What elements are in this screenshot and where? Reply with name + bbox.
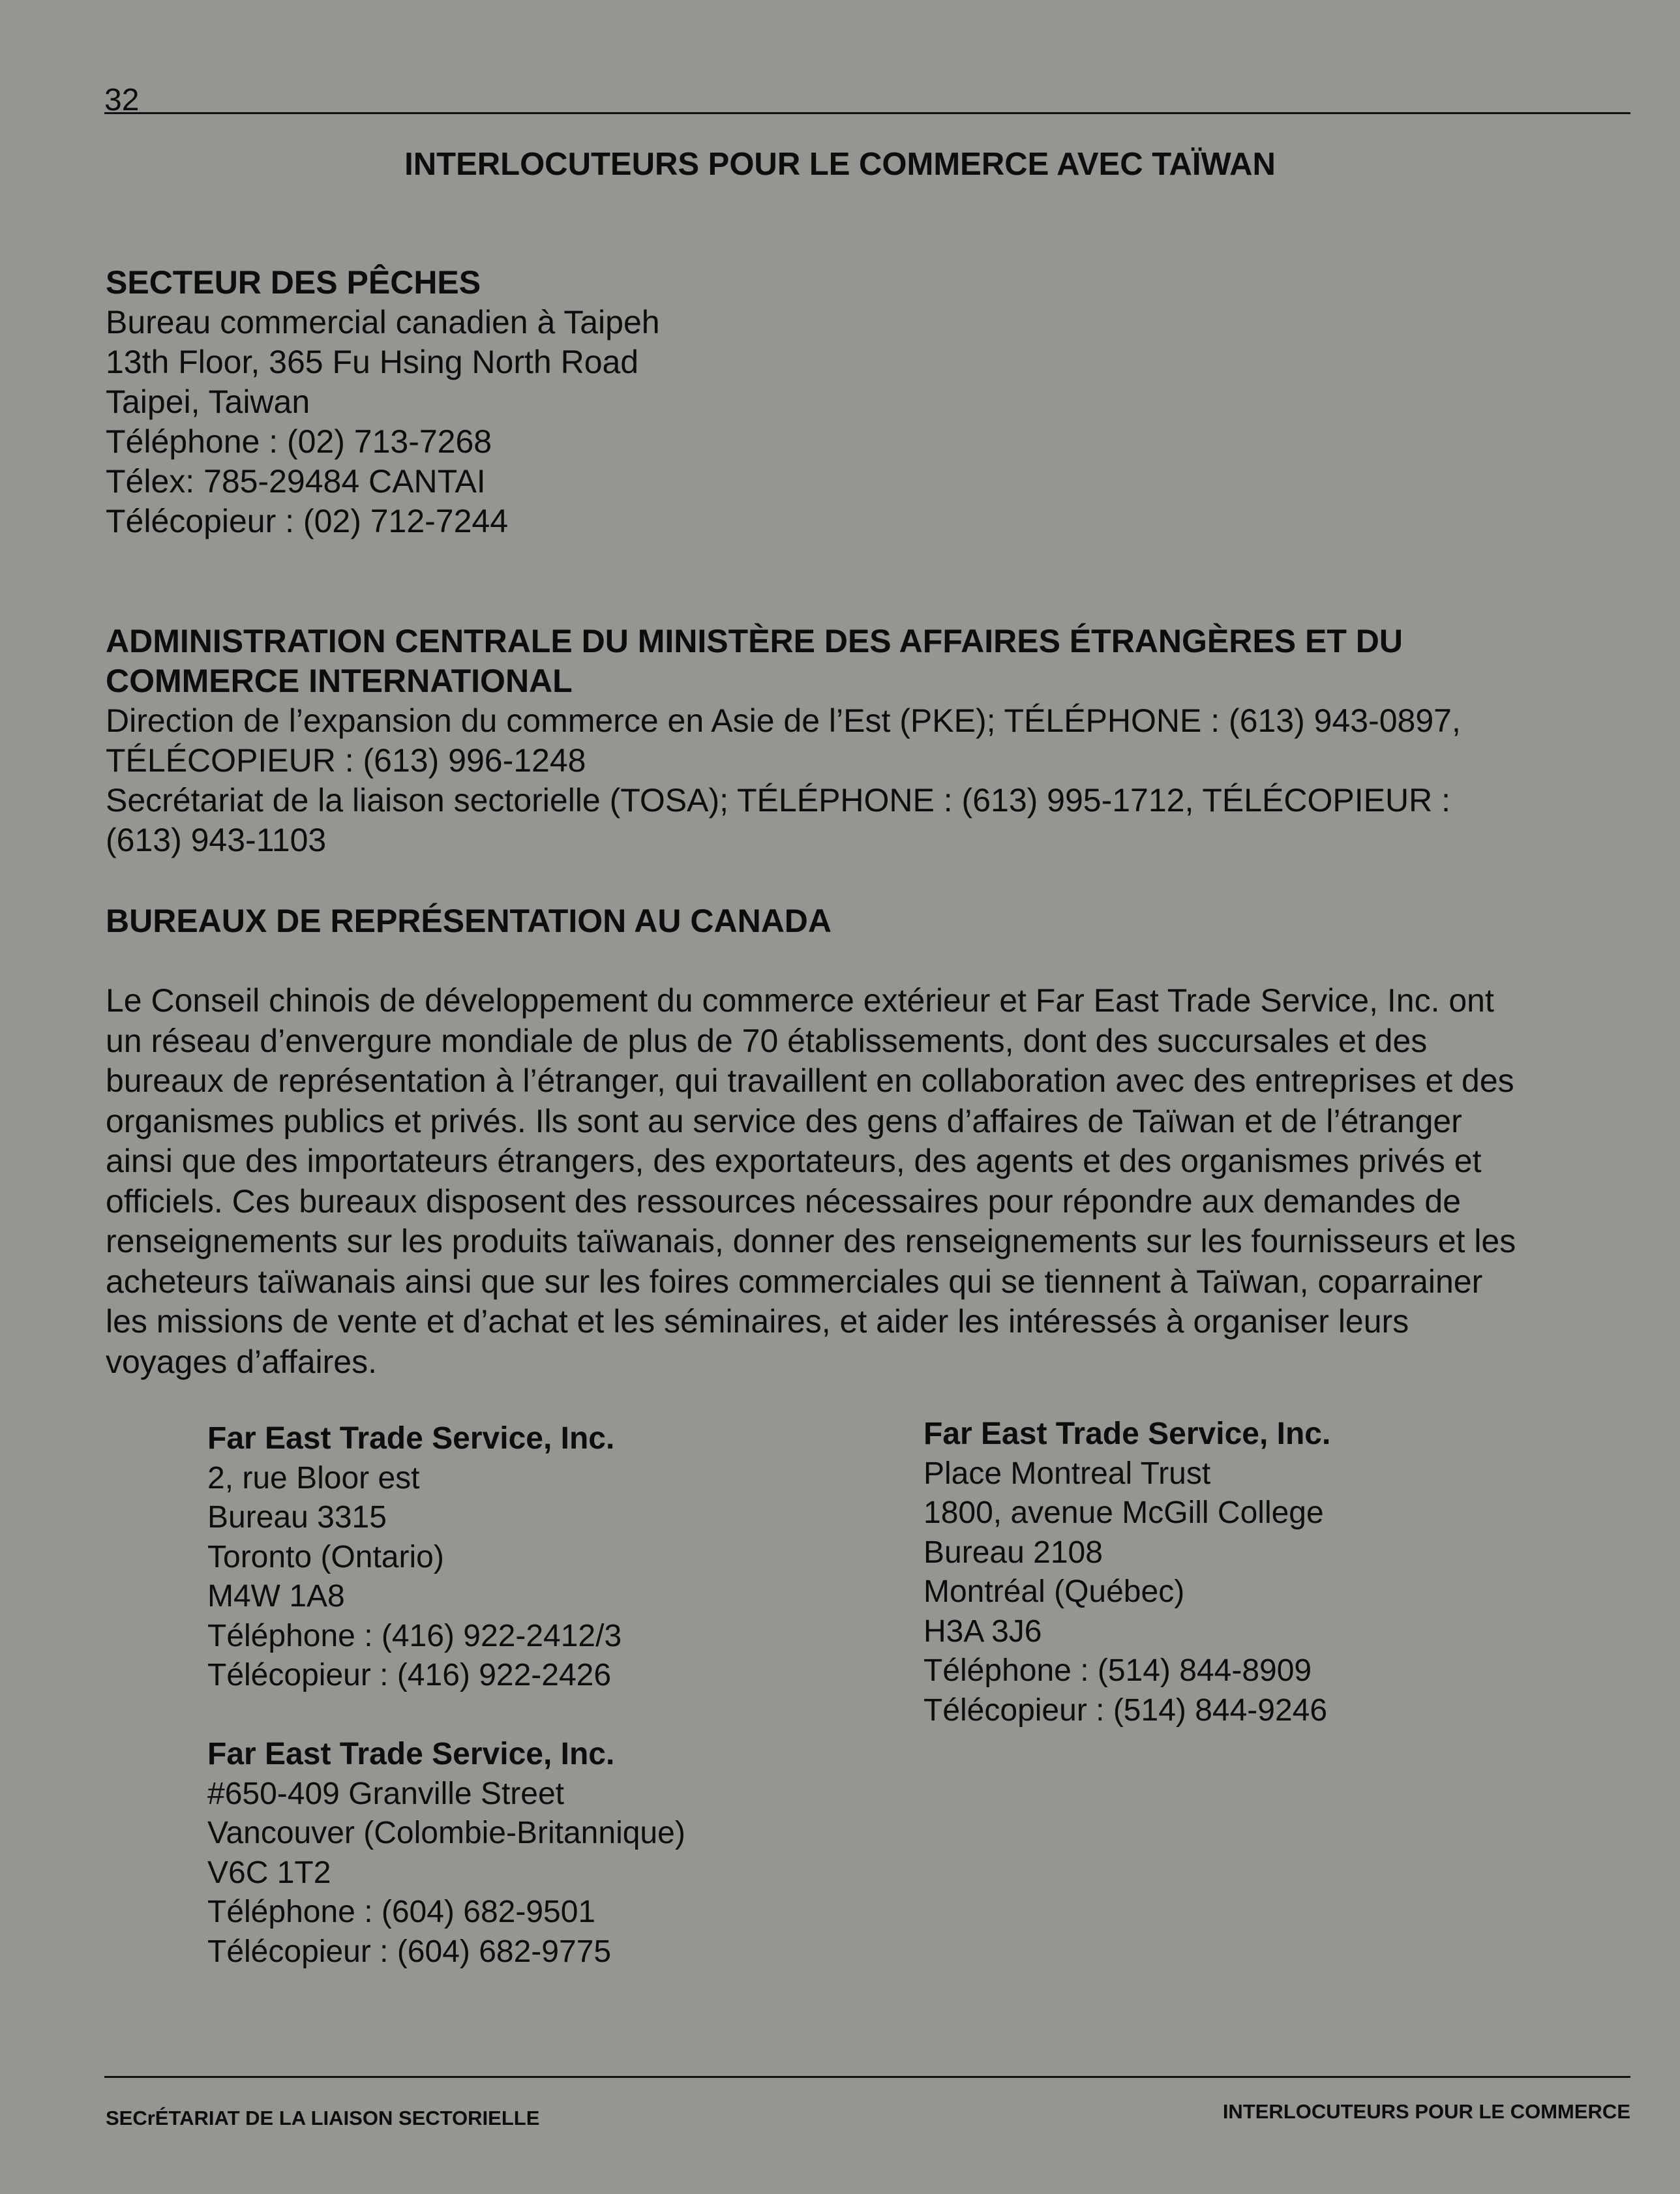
section-heading: SECTEUR DES PÊCHES: [106, 264, 481, 301]
paragraph-line: officiels. Ces bureaux disposent des ressources nécessaires pour répondre aux demandes de: [106, 1182, 1462, 1220]
address-line: Bureau 2108: [923, 1535, 1103, 1570]
office-name: Far East Trade Service, Inc.: [923, 1417, 1331, 1451]
address-line: Bureau commercial canadien à Taipeh: [106, 304, 660, 340]
phone-line: Téléphone : (514) 844-8909: [923, 1653, 1312, 1688]
phone-line: Téléphone : (416) 922-2412/3: [207, 1618, 622, 1653]
section-heading: BUREAUX DE REPRÉSENTATION AU CANADA: [106, 903, 832, 939]
address-line: Bureau 3315: [207, 1500, 387, 1535]
telex-line: Télex: 785-29484 CANTAI: [106, 463, 486, 500]
paragraph-line: bureaux de représentation à l’étranger, qui travaillent en collaboration avec des entreprises et des: [106, 1062, 1514, 1099]
fisheries-section: [106, 263, 1619, 541]
paragraph-line: ainsi que des importateurs étrangers, des exportateurs, des agents et des organismes privés et: [106, 1143, 1482, 1179]
body-paragraph: [106, 981, 1606, 1382]
fax-line: Télécopieur : (416) 922-2426: [207, 1658, 612, 1692]
phone-line: Téléphone : (02) 713-7268: [106, 423, 492, 460]
footer-rule: [104, 2076, 1630, 2078]
contact-line: Secrétariat de la liaison sectorielle (TOSA); TÉLÉPHONE : (613) 995-1712, TÉLÉCOPIEUR :: [106, 782, 1450, 819]
office-address-vancouver: [207, 1735, 685, 1972]
address-line: Taipei, Taiwan: [106, 383, 310, 420]
footer-left-text: SECrÉTARIAT DE LA LIAISON SECTORIELLE: [106, 2107, 540, 2129]
address-line: 2, rue Bloor est: [207, 1460, 420, 1495]
address-line: M4W 1A8: [207, 1579, 345, 1614]
representation-paragraph: [106, 981, 1619, 1382]
contact-line: (613) 943-1103: [106, 822, 327, 858]
header-rule: [104, 112, 1630, 114]
phone-line: Téléphone : (604) 682-9501: [207, 1895, 596, 1929]
section-heading: [106, 622, 1619, 701]
address-line: H3A 3J6: [923, 1614, 1042, 1649]
contact-line: Direction de l’expansion du commerce en Asie de l’Est (PKE); TÉLÉPHONE : (613) 943-0897,: [106, 702, 1461, 739]
address-line: Place Montreal Trust: [923, 1456, 1211, 1491]
contact-line: TÉLÉCOPIEUR : (613) 996-1248: [106, 742, 586, 779]
office-name: Far East Trade Service, Inc.: [207, 1421, 615, 1456]
address-line: #650-409 Granville Street: [207, 1776, 564, 1811]
address-line: Toronto (Ontario): [207, 1539, 444, 1574]
representation-heading-block: [106, 901, 1619, 941]
address-line: 13th Floor, 365 Fu Hsing North Road: [106, 344, 639, 380]
address-line: 1800, avenue McGill College: [923, 1495, 1324, 1530]
page-title: INTERLOCUTEURS POUR LE COMMERCE AVEC TAÏWAN: [404, 147, 1276, 182]
paragraph-line: voyages d’affaires.: [106, 1343, 377, 1380]
address-line: Vancouver (Colombie-Britannique): [207, 1816, 685, 1850]
paragraph-line: les missions de vente et d’achat et les séminaires, et aider les intéressés à organiser leurs: [106, 1303, 1409, 1340]
office-name: Far East Trade Service, Inc.: [207, 1737, 615, 1771]
paragraph-line: Le Conseil chinois de développement du commerce extérieur et Far East Trade Service, Inc. ont: [106, 982, 1494, 1019]
fax-line: Télécopieur : (02) 712-7244: [106, 503, 509, 539]
headquarters-section: [106, 622, 1619, 860]
paragraph-line: un réseau d’envergure mondiale de plus de 70 établissements, dont des succursales et des: [106, 1022, 1428, 1059]
address-line: V6C 1T2: [207, 1855, 331, 1890]
paragraph-line: organismes publics et privés. Ils sont au service des gens d’affaires de Taïwan et de l’étranger: [106, 1102, 1462, 1139]
fax-line: Télécopieur : (604) 682-9775: [207, 1934, 612, 1969]
paragraph-line: renseignements sur les produits taïwanais, donner des renseignements sur les fournisseurs et les: [106, 1223, 1516, 1259]
office-address-montreal: [923, 1415, 1330, 1730]
heading-line: ADMINISTRATION CENTRALE DU MINISTÈRE DES AFFAIRES ÉTRANGÈRES ET DU: [106, 623, 1403, 659]
paragraph-line: acheteurs taïwanais ainsi que sur les foires commerciales qui se tiennent à Taïwan, coparrainer: [106, 1263, 1483, 1300]
footer-right-text: INTERLOCUTEURS POUR LE COMMERCE: [1222, 2100, 1630, 2123]
address-line: Montréal (Québec): [923, 1574, 1185, 1609]
heading-line: COMMERCE INTERNATIONAL: [106, 663, 573, 699]
office-address-toronto: [207, 1419, 622, 1696]
fax-line: Télécopieur : (514) 844-9246: [923, 1692, 1328, 1728]
page-number: 32: [104, 83, 140, 117]
